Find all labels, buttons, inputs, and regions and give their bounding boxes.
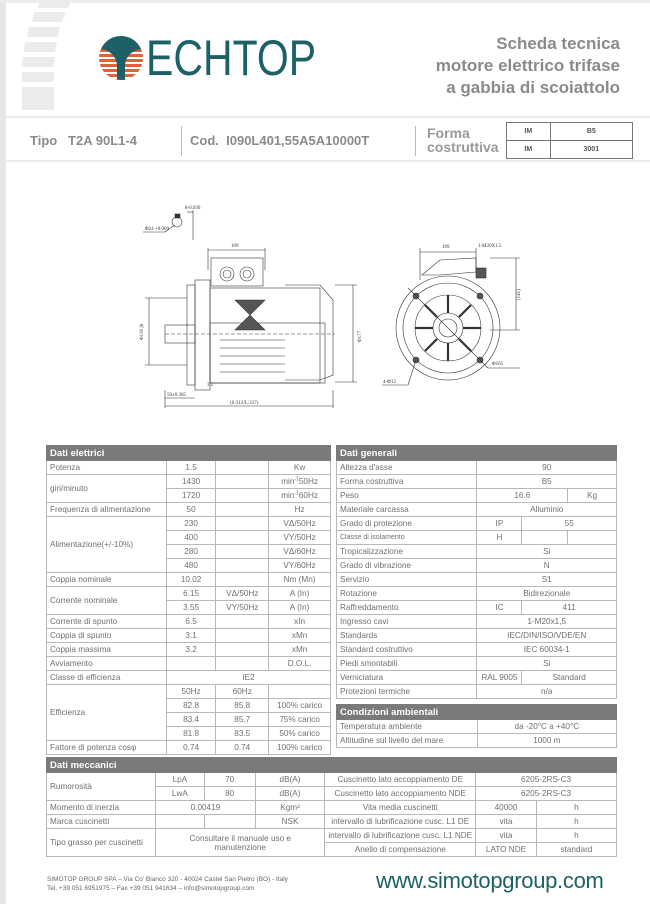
row-label: Rumorosità: [47, 773, 156, 801]
forma-label-line: costruttiva: [427, 139, 499, 155]
row-label: Raffreddamento: [337, 601, 477, 615]
document-title: [436, 33, 620, 99]
row-value: 83.4: [166, 713, 216, 727]
row-label: Altitudine sul livello del mare: [337, 734, 478, 748]
key-detail: [143, 206, 201, 240]
row-value: Alluminio: [477, 503, 617, 517]
page-border-top: [0, 0, 650, 3]
unit-text: min: [281, 477, 295, 486]
motor-side-view-drawing: [135, 200, 375, 410]
table-row: [337, 657, 617, 671]
row-label: giri/minuto: [47, 475, 167, 503]
row-unit: VΔ/50Hz: [269, 517, 331, 531]
section-title: Dati generali: [337, 446, 617, 461]
row-empty: [216, 503, 269, 517]
row-unit: h: [536, 829, 616, 843]
website-link[interactable]: www.simotopgroup.com: [376, 868, 604, 893]
row-value: Si: [477, 657, 617, 671]
row-unit: D.O.L.: [269, 657, 331, 671]
forma-cell: IM: [507, 141, 551, 159]
table-header: [47, 446, 331, 461]
row-value: 0.74: [166, 741, 216, 755]
row-value: 6.5: [166, 615, 216, 629]
row-value: 55: [522, 517, 617, 531]
forma-table: [506, 122, 633, 159]
row-value: vita: [476, 829, 537, 843]
terminal-box: [208, 244, 265, 286]
row-value: 50: [166, 503, 216, 517]
row-value: [166, 657, 216, 671]
row-value: 40000: [476, 801, 537, 815]
row-value: 0.00419: [156, 801, 256, 815]
row-prefix: IP: [477, 517, 522, 531]
table-row: [337, 685, 617, 699]
row-unit: 100% carico: [269, 699, 331, 713]
row-label: Temperatura ambiente: [337, 720, 478, 734]
row-unit: [269, 489, 331, 503]
flange-thk-label: 3.5: [207, 383, 214, 388]
brand-logo: [98, 28, 353, 88]
row-unit: xMn: [269, 643, 331, 657]
row-value: Si: [477, 545, 617, 559]
table-row: [337, 601, 617, 615]
row-empty: [216, 545, 269, 559]
row-label: Efficienza: [47, 685, 167, 741]
row-unit: Kg: [568, 489, 617, 503]
row-value: 1430: [166, 475, 216, 489]
row-label: Anello di compensazione: [325, 843, 476, 857]
row-empty: [216, 573, 269, 587]
tipo-label: Tipo: [30, 133, 58, 148]
row-prefix: IC: [477, 601, 522, 615]
section-title: Condizioni ambientali: [337, 705, 617, 720]
unit-text: 50Hz: [298, 477, 318, 486]
row-value: vita: [476, 815, 537, 829]
row-value: 70: [204, 773, 255, 787]
row-value: 1000 m: [477, 734, 616, 748]
row-unit: A (In): [269, 601, 331, 615]
row-unit: dB(A): [255, 787, 325, 801]
separator: [415, 126, 416, 156]
table-row: [337, 559, 617, 573]
row-label: Corrente nominale: [47, 587, 167, 615]
table-row: [337, 545, 617, 559]
company-address: [47, 875, 288, 893]
contact-line: Tel. +39 051 6951975 – Fax +39 051 941634 – info@simotopgroup.com: [47, 885, 255, 892]
row-empty: [216, 461, 269, 475]
unit-sup: -1: [294, 476, 299, 483]
row-unit: Kgm²: [255, 801, 325, 815]
shaft-dim-label: 8-0.036: [185, 206, 201, 211]
row-value: N: [477, 559, 617, 573]
row-empty: [204, 815, 255, 829]
title-line: Scheda tecnica: [496, 34, 620, 53]
column-header: 50Hz: [166, 685, 216, 699]
row-label: intervallo di lubrificazione cusc. L1 NDE: [325, 829, 476, 843]
row-label: Rotazione: [337, 587, 477, 601]
section-title: Dati elettrici: [47, 446, 331, 461]
row-value: 400: [166, 531, 216, 545]
row-label: Potenza: [47, 461, 167, 475]
row-label: Standard costruttivo: [337, 643, 477, 657]
environment-table: [336, 704, 617, 748]
row-prefix: RAL 9005: [477, 671, 522, 685]
row-label: Coppia nominale: [47, 573, 167, 587]
row-label: intervallo di lubrificazione cusc. L1 DE: [325, 815, 476, 829]
row-value: 6.15: [166, 587, 216, 601]
forma-cell: B5: [550, 123, 632, 141]
table-row: [47, 629, 331, 643]
row-value: 83.5: [216, 727, 269, 741]
table-row: [47, 671, 331, 685]
row-value: LATO NDE: [476, 843, 537, 857]
row-value: 10.02: [166, 573, 216, 587]
row-label: Coppia massima: [47, 643, 167, 657]
row-value: 0.74: [216, 741, 269, 755]
row-value: 85.8: [216, 699, 269, 713]
row-value: 82.8: [166, 699, 216, 713]
box-width-label: 109: [231, 244, 239, 249]
row-value: [156, 829, 325, 857]
tipo-field: [30, 133, 137, 148]
table-row: [337, 671, 617, 685]
row-label: Marca cuscinetti: [47, 815, 156, 829]
row-label: Grado di vibrazione: [337, 559, 477, 573]
column-header: [269, 685, 331, 699]
table-row: [337, 531, 617, 545]
row-value: 6205-2RS-C3: [476, 787, 617, 801]
row-empty: [156, 815, 205, 829]
row-unit: [269, 475, 331, 489]
row-label: Classe di isolamento: [337, 531, 477, 545]
row-label: Cuscinetto lato accoppiamento NDE: [325, 787, 476, 801]
table-row: [47, 815, 617, 829]
row-value: n/a: [477, 685, 617, 699]
address-line: SIMOTOP GROUP SPA – Via Co' Bianco 320 - 40024 Castel San Pietro (BO) - Italy: [47, 876, 288, 883]
row-value: IE2: [166, 671, 330, 685]
table-row: [47, 475, 331, 489]
table-row: [337, 643, 617, 657]
row-value: Bidirezionale: [477, 587, 617, 601]
column-header: 60Hz: [216, 685, 269, 699]
row-unit: A (In): [269, 587, 331, 601]
unit-sup: -1: [294, 490, 299, 497]
pcd-label: Φ165: [492, 362, 504, 367]
row-value: 230: [166, 517, 216, 531]
row-label: Momento di inerzia: [47, 801, 156, 815]
table-row: [337, 615, 617, 629]
row-condition: VY/50Hz: [216, 601, 269, 615]
table-row: [337, 489, 617, 503]
row-label: Forma costruttiva: [337, 475, 477, 489]
forma-label-line: Forma: [427, 125, 470, 141]
row-unit: standard: [536, 843, 616, 857]
unit-text: 60Hz: [298, 491, 318, 500]
row-type: LpA: [156, 773, 205, 787]
row-label: Corrente di spunto: [47, 615, 167, 629]
row-unit: xIn: [269, 615, 331, 629]
row-empty: [216, 517, 269, 531]
row-unit: h: [536, 801, 616, 815]
forma-cell: 3001: [550, 141, 632, 159]
cable-entry-label: 1-M20X1.5: [478, 244, 502, 249]
row-unit: Nm (Mn): [269, 573, 331, 587]
table-row: [47, 643, 331, 657]
table-row: [337, 573, 617, 587]
value-line: Consultare il manuale uso e: [189, 833, 291, 843]
row-empty: [216, 643, 269, 657]
separator: [181, 126, 182, 156]
table-row: [47, 503, 331, 517]
row-empty: [216, 531, 269, 545]
motor-front-view-drawing: [380, 230, 530, 400]
row-value: 85.7: [216, 713, 269, 727]
motor-body: [165, 280, 335, 390]
row-empty: [216, 489, 269, 503]
table-row: [47, 801, 617, 815]
brand-name: ECHTOP: [146, 30, 317, 86]
table-row: [337, 475, 617, 489]
row-label: Cuscinetto lato accoppiamento DE: [325, 773, 476, 787]
row-label: Materiale carcassa: [337, 503, 477, 517]
table-row: [47, 657, 331, 671]
front-height-label: (141): [517, 289, 522, 300]
row-unit: 50% carico: [269, 727, 331, 741]
forma-row: [507, 141, 633, 159]
table-row: [47, 573, 331, 587]
row-value: 1.5: [166, 461, 216, 475]
table-row: [47, 587, 331, 601]
table-header: [337, 446, 617, 461]
row-empty: [216, 559, 269, 573]
row-unit: VY/60Hz: [269, 559, 331, 573]
row-empty: [216, 475, 269, 489]
row-value: 3.2: [166, 643, 216, 657]
row-empty: [216, 615, 269, 629]
row-type: LwA: [156, 787, 205, 801]
flange-diameter-label: Φ130 j6: [140, 323, 145, 340]
row-value: 480: [166, 559, 216, 573]
value-line: manutenzione: [214, 842, 266, 852]
row-label: Grado di protezione: [337, 517, 477, 531]
shaft-length-label: 50±0.305: [167, 393, 186, 398]
row-value: 1720: [166, 489, 216, 503]
row-label: Fattore di potenza cosφ: [47, 741, 167, 755]
table-row: [337, 629, 617, 643]
table-row: [47, 741, 331, 755]
row-label: Coppia di spunto: [47, 629, 167, 643]
row-value: 6205-2RS-C3: [476, 773, 617, 787]
title-line: a gabbia di scoiattolo: [446, 78, 620, 97]
row-value: 81.8: [166, 727, 216, 741]
title-line: motore elettrico trifase: [435, 56, 620, 75]
row-label: Tropicalizzazione: [337, 545, 477, 559]
table-row: [47, 685, 331, 699]
forma-cell: IM: [507, 123, 551, 141]
mechanical-data-table: [46, 757, 617, 857]
row-prefix: H: [477, 531, 522, 545]
forma-label: [427, 126, 499, 154]
row-unit: Hz: [269, 503, 331, 517]
info-bar: [6, 116, 650, 162]
cod-value: I090L401,55A5A10000T: [226, 133, 370, 148]
row-unit: VY/50Hz: [269, 531, 331, 545]
row-unit: h: [536, 815, 616, 829]
row-extra: [568, 531, 617, 545]
row-value: 16.6: [477, 489, 568, 503]
holes-label: 4-Φ12: [383, 380, 396, 385]
table-row: [337, 503, 617, 517]
row-unit: xMn: [269, 629, 331, 643]
general-data-table: [336, 445, 617, 699]
decorative-stripes: [12, 0, 72, 110]
table-row: [47, 829, 617, 843]
row-value: IEC 60034-1: [477, 643, 617, 657]
height-label: Φ177: [358, 330, 363, 342]
row-value: IEC/DIN/ISO/VDE/EN: [477, 629, 617, 643]
row-label: Verniciatura: [337, 671, 477, 685]
table-row: [47, 461, 331, 475]
row-value: da -20°C a +40°C: [477, 720, 616, 734]
row-value: S1: [477, 573, 617, 587]
table-row: [47, 517, 331, 531]
table-row: [337, 734, 617, 748]
cod-label: Cod.: [190, 133, 219, 148]
row-value: 411: [522, 601, 617, 615]
row-value: 280: [166, 545, 216, 559]
key-height-label: Φ24 +0.009: [145, 227, 169, 232]
row-label: Protezioni termiche: [337, 685, 477, 699]
row-value: 80: [204, 787, 255, 801]
table-row: [47, 615, 331, 629]
row-label: Standards: [337, 629, 477, 643]
row-label: Avviamento: [47, 657, 167, 671]
row-label: Ingresso cavi: [337, 615, 477, 629]
section-title: Dati meccanici: [47, 758, 617, 773]
total-length-label: (S:312/L:337): [230, 401, 259, 406]
row-label: Servizio: [337, 573, 477, 587]
row-label: Alimentazione(+/-10%): [47, 517, 167, 573]
row-value: B5: [477, 475, 617, 489]
row-value: Standard: [522, 671, 617, 685]
front-box-width-label: 109: [442, 245, 450, 250]
cod-field: [190, 133, 369, 148]
row-unit: 75% carico: [269, 713, 331, 727]
row-label: Vita media cuscinetti: [325, 801, 476, 815]
row-label: Altezza d'asse: [337, 461, 477, 475]
tipo-value: T2A 90L1-4: [68, 133, 137, 148]
row-unit: 100% carico: [269, 741, 331, 755]
row-unit: VΔ/60Hz: [269, 545, 331, 559]
row-unit: dB(A): [255, 773, 325, 787]
row-condition: VΔ/50Hz: [216, 587, 269, 601]
row-value: 3.55: [166, 601, 216, 615]
table-row: [337, 720, 617, 734]
row-value: NSK: [255, 815, 325, 829]
row-label: Piedi smontabili: [337, 657, 477, 671]
row-label: Frequenza di alimentazione: [47, 503, 167, 517]
row-unit: Kw: [269, 461, 331, 475]
row-empty: [216, 629, 269, 643]
table-row: [337, 461, 617, 475]
table-row: [47, 773, 617, 787]
unit-text: min: [281, 491, 295, 500]
row-value: 3.1: [166, 629, 216, 643]
techtop-t-icon: [98, 35, 144, 81]
electrical-data-table: [46, 445, 331, 755]
row-value: 1-M20x1,5: [477, 615, 617, 629]
row-value: [522, 531, 568, 545]
table-header: [47, 758, 617, 773]
forma-row: [507, 123, 633, 141]
row-label: Tipo grasso per cuscinetti: [47, 829, 156, 857]
row-label: Peso: [337, 489, 477, 503]
table-row: [337, 587, 617, 601]
row-label: Classe di efficienza: [47, 671, 167, 685]
table-row: [337, 517, 617, 531]
row-empty: [216, 657, 269, 671]
table-header: [337, 705, 617, 720]
row-value: 90: [477, 461, 617, 475]
